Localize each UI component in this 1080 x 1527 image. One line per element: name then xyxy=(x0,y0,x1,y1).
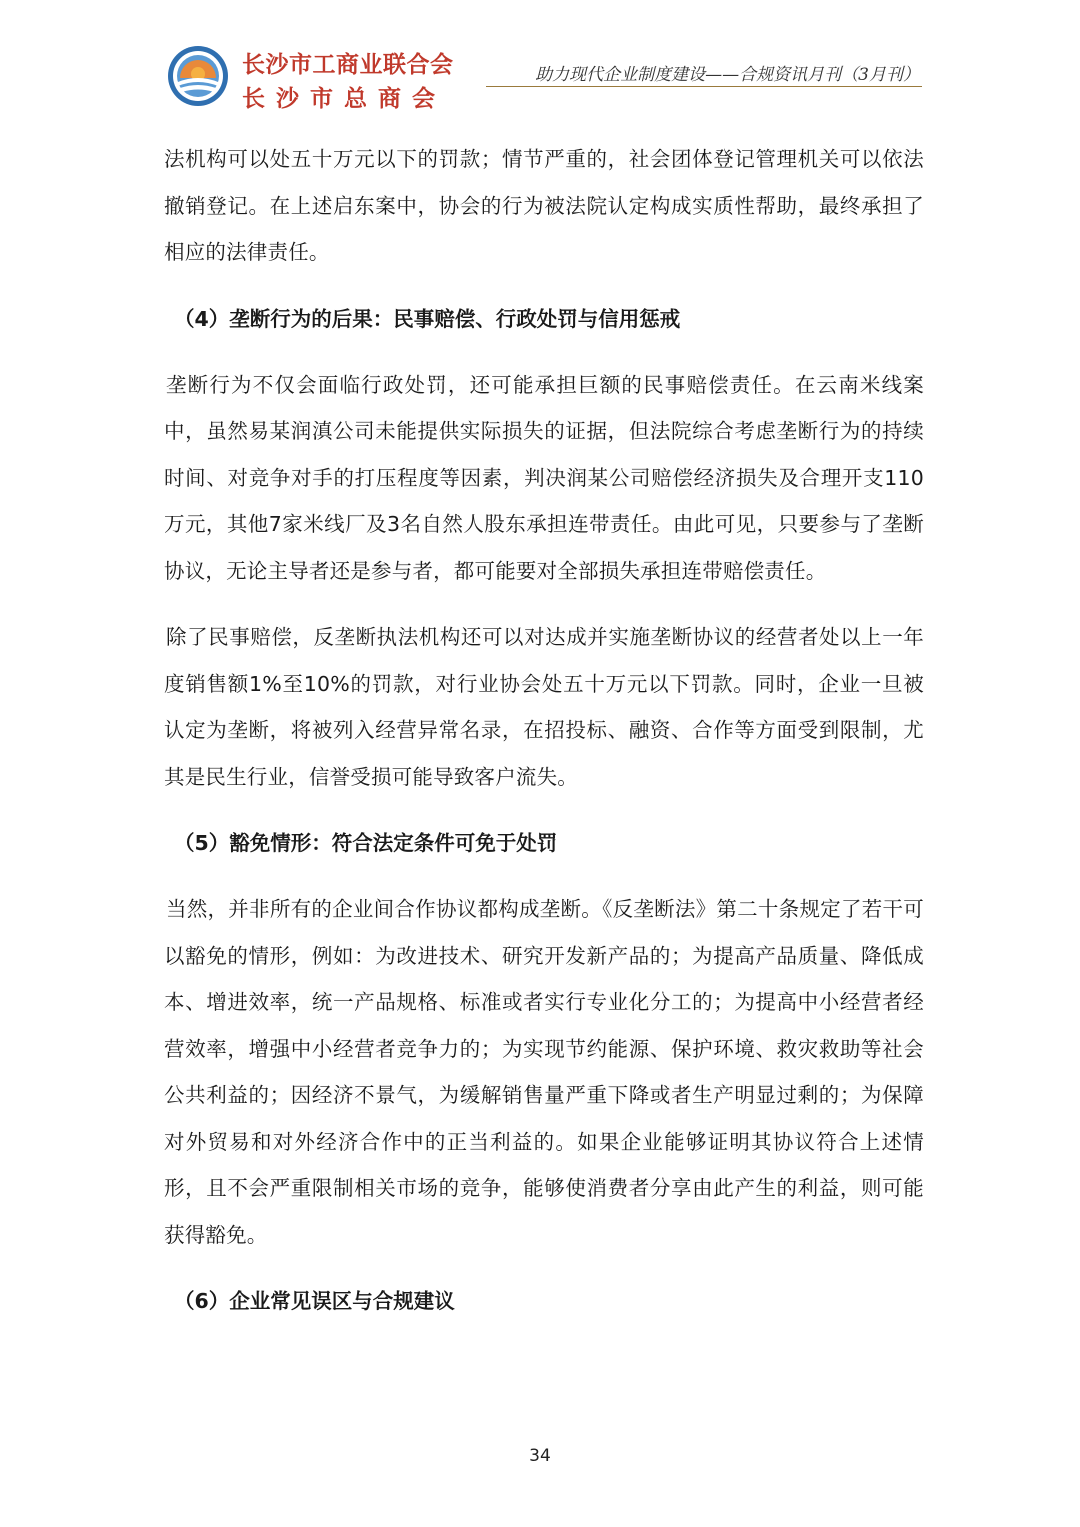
section-heading-6: （6）企业常见误区与合规建议 xyxy=(174,1289,455,1313)
org-name-line1: 长沙市工商业联合会 xyxy=(242,52,454,78)
org-name-line2: 长沙市总商会 xyxy=(242,86,446,112)
page-number: 34 xyxy=(529,1446,551,1466)
page-header xyxy=(164,40,924,120)
section5-paragraph-1: 当然，并非所有的企业间合作协议都构成垄断。《反垄断法》第二十条规定了若干可以豁免的情形，例如：为改进技术、研究开发新产品的；为提高产品质量、降低成本、增进效率，统一产品规格、标准或者实行专业化分工的；为提高中小经营者经营效率，增强中小经营者竞争力的；为实现节约能源、保护环境、救灾救助等社会公共利益的；因经济不景气，为缓解销售量严重下降或者生产明显过剩的；为保障对外贸易和对外经济合作中的正当利益的。如果企业能够证明其协议符合上述情形，且不会严重限制相关市场的竞争，能够使消费者分享由此产生的利益，则可能获得豁免。 xyxy=(164,897,924,1247)
chamber-of-commerce-logo-icon xyxy=(166,44,230,108)
publication-title: 助力现代企业制度建设——合规资讯月刊（3月刊） xyxy=(535,65,920,85)
section4-paragraph-2: 除了民事赔偿，反垄断执法机构还可以对达成并实施垄断协议的经营者处以上一年度销售额1%至10%的罚款，对行业协会处五十万元以下罚款。同时，企业一旦被认定为垄断，将被列入经营异常名录，在招投标、融资、合作等方面受到限制，尤其是民生行业，信誉受损可能导致客户流失。 xyxy=(164,625,924,789)
section4-paragraph-1: 垄断行为不仅会面临行政处罚，还可能承担巨额的民事赔偿责任。在云南米线案中，虽然易某润滇公司未能提供实际损失的证据，但法院综合考虑垄断行为的持续时间、对竞争对手的打压程度等因素，判决润某公司赔偿经济损失及合理开支110万元，其他7家米线厂及3名自然人股东承担连带责任。由此可见，只要参与了垄断协议，无论主导者还是参与者，都可能要对全部损失承担连带赔偿责任。 xyxy=(164,372,924,583)
paragraph-continuation: 法机构可以处五十万元以下的罚款；情节严重的，社会团体登记管理机关可以依法撤销登记。在上述启东案中，协会的行为被法院认定构成实质性帮助，最终承担了相应的法律责任。 xyxy=(164,147,924,264)
article-body xyxy=(164,136,924,1324)
section-heading-4: （4）垄断行为的后果：民事赔偿、行政处罚与信用惩戒 xyxy=(174,306,681,331)
header-divider xyxy=(486,86,922,87)
section-heading-5: （5）豁免情形：符合法定条件可免于处罚 xyxy=(174,831,558,855)
